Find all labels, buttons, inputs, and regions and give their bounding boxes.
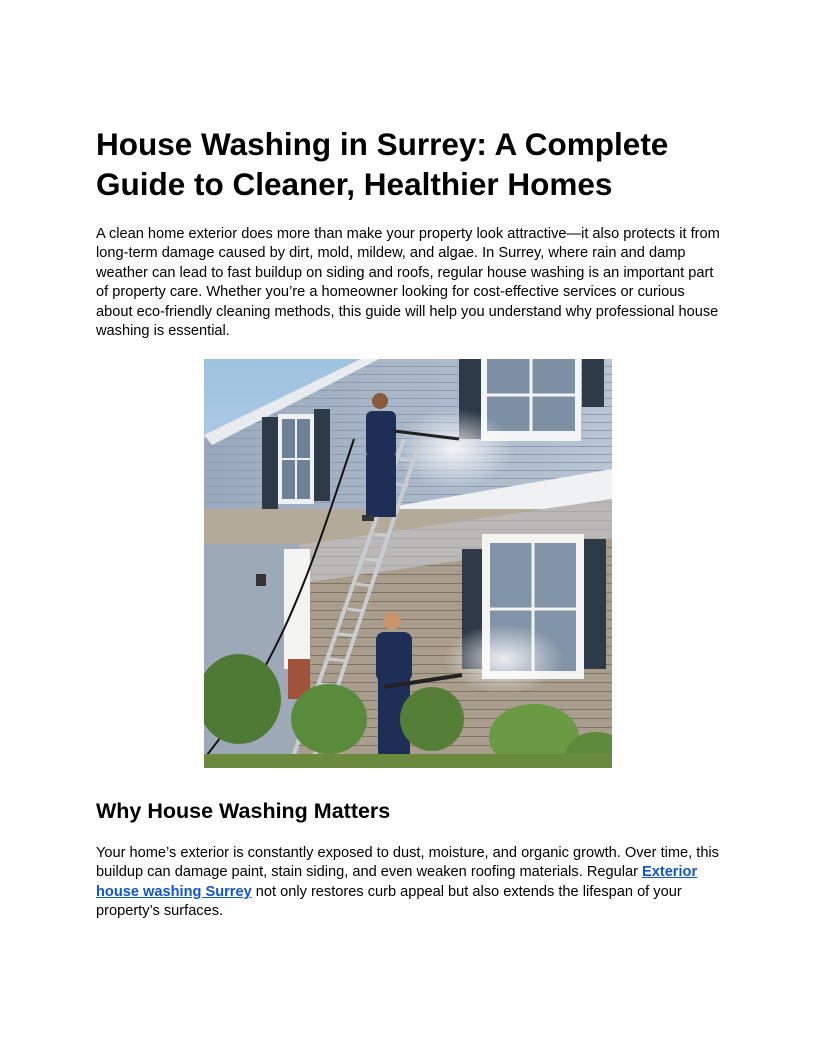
paragraph-text-end: not only restores curb appeal but also extends the lifespan of your property’s surfaces. — [96, 883, 682, 920]
intro-paragraph: A clean home exterior does more than make your property look attractive—it also protects it from long-term damage caused by dirt, mold, mildew, and algae. In Surrey, where rain and damp weather can lead to fast buildup on siding and roofs, regular house washing is an important part of property care. Whether you’re a homeowner looking for cost-effective services or curious about eco-friendly cleaning methods, this guide will help you understand why professional house washing is essential. — [96, 226, 720, 340]
section-heading: Why House Washing Matters — [96, 799, 391, 823]
paragraph-text-start: Your home’s exterior is constantly exposed to dust, moisture, and organic growth. Over time, this buildup can damage paint, stain siding, and even weaken roofing materials. Regular — [96, 845, 719, 881]
exterior-house-washing-link[interactable]: Exterior house washing Surrey — [96, 864, 698, 900]
house-washing-photo — [204, 359, 612, 768]
section-paragraph — [96, 844, 720, 922]
page-title: House Washing in Surrey: A Complete Guide to Cleaner, Healthier Homes — [96, 126, 669, 202]
